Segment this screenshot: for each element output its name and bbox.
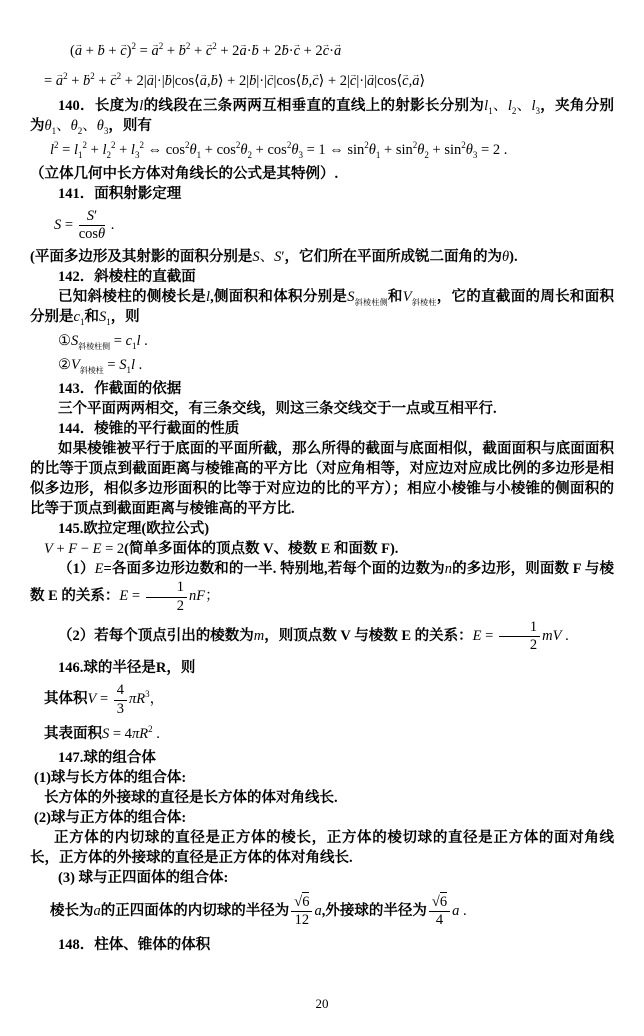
item-141-note: (平面多边形及其射影的面积分别是S、S′，它们所在平面所成锐二面角的为θ). bbox=[30, 249, 518, 266]
area-projection-formula: S = $\frac{S'}{\cos\theta}$ . bbox=[54, 208, 115, 243]
item-147-sub1-text: 长方体的外接球的直径是长方体的体对角线长. bbox=[44, 789, 338, 806]
vector-expansion-line-1: (→ a + → b + → c)$^2$ = → $a^2$ + → $b^2$ + → $c^2 + 2\to a\cdot\to b + 2\to b\cdot\to c + 2\to c\cdot\to a$ bbox=[30, 36, 614, 66]
item-141-heading: 141．面积射影定理 bbox=[58, 186, 182, 202]
item-142-heading: 142．斜棱柱的直截面 bbox=[58, 269, 196, 286]
item-147-heading: 147.球的组合体 bbox=[58, 749, 156, 766]
item-147-sub3-text: 棱长为a的正四面体的内切球的半径为 $\frac{√6}{12}$ a,外接球的半径为 $\frac{√6}{4}$ a . bbox=[50, 893, 467, 928]
item-142-formula-1: $①S_{斜棱柱侧} = c_1l$ . bbox=[58, 333, 148, 352]
item-140-formula: $l^2 = l_1^2 + l_2^2 + l_3^2$ ⇔ $\cos^2\theta_1 + \cos^2\theta_2 + \cos^2\theta_3 = 1$ ⇔ $\sin^2\theta_1 + \sin^2\theta_2 + \sin^2\theta_3 = 2$ . bbox=[50, 140, 508, 160]
item-148-heading: 148．柱体、锥体的体积 bbox=[58, 937, 211, 954]
item-143-paragraph: 三个平面两两相交，有三条交线，则这三条交线交于一点或互相平行. bbox=[58, 401, 497, 418]
item-144-paragraph: 如果棱锥被平行于底面的平面所截，那么所得的截面与底面相似，截面面积与底面面积的比等于顶点到截面距离与棱锥高的平方比（对应角相等，对应边对应成比例的多边形是相似多边形，相似多边形面积的比等于对应边的比的平方）；相应小棱锥与小棱锥的侧面积的比等于顶点到截面距离与棱锥高的平方比. bbox=[30, 441, 614, 518]
item-147-sub1-heading: (1)球与长方体的组合体: bbox=[34, 769, 187, 786]
item-140-paragraph: 140．长度为l的线段在三条两两互相垂直的直线上的射影长分别为$l_1$、$l_2$、$l_3$，夹角分别为$\theta_1$、$\theta_2$、$\theta_3$，则有 bbox=[30, 98, 615, 136]
item-146-heading: 146.球的半径是R，则 bbox=[58, 660, 196, 677]
item-140-note: （立体几何中长方体对角线长的公式是其特例）. bbox=[30, 166, 339, 182]
item-145-sub1: （1）E=各面多边形边数和的一半. 特别地,若每个面的边数为n的多边形，则面数 F 与棱数 E 的关系：E = $\frac{1}{2}$ nF； bbox=[30, 561, 614, 614]
item-145-sub2: （2）若每个顶点引出的棱数为m，则顶点数 V 与棱数 E 的关系：E = $\frac{1}{2}$ mV . bbox=[58, 618, 569, 654]
sphere-volume-formula: 其体积V = $\frac{4}{3}$ $\pi R^3$， bbox=[44, 682, 165, 717]
euler-formula: V + F − E = 2(简单多面体的顶点数 V、棱数 E 和面数 F). bbox=[44, 541, 399, 558]
item-143-heading: 143．作截面的依据 bbox=[58, 381, 182, 398]
item-142-formula-2: $②V_{斜棱柱} = S_1l$ . bbox=[58, 357, 143, 376]
item-147-sub2-heading: (2)球与正方体的组合体: bbox=[34, 809, 187, 826]
item-147-sub3-heading: (3) 球与正四面体的组合体: bbox=[58, 869, 229, 886]
item-144-heading: 144．棱锥的平行截面的性质 bbox=[58, 421, 240, 438]
page-number: 20 bbox=[315, 996, 329, 1011]
item-147-sub2-text: 正方体的内切球的直径是正方体的棱长，正方体的棱切球的直径是正方体的面对角线长，正方体的外接球的直径是正方体的体对角线长. bbox=[30, 829, 614, 866]
item-142-paragraph: 已知斜棱柱的侧棱长是l,侧面积和体积分别是$S_{斜棱柱侧}$和$V_{斜棱柱}$，它的直截面的周长和面积分别是$c_1$和$S_1$，则 bbox=[30, 289, 615, 328]
sphere-surface-formula: 其表面积$S = 4\pi R^2$ . bbox=[44, 723, 160, 742]
item-145-heading: 145.欧拉定理(欧拉公式) bbox=[58, 521, 210, 538]
vector-expansion-line-2: = → $a^2$ + → $b^2$ + → $c^2 + 2|\to a|\cdot|\to$ b|cos⟨→ a,→ b⟩ + 2|→ b|·|→ c|cos⟨→ b,→ c⟩ + 2|→ c|·|→ a|cos⟨→ c,→ a⟩ bbox=[30, 66, 614, 96]
